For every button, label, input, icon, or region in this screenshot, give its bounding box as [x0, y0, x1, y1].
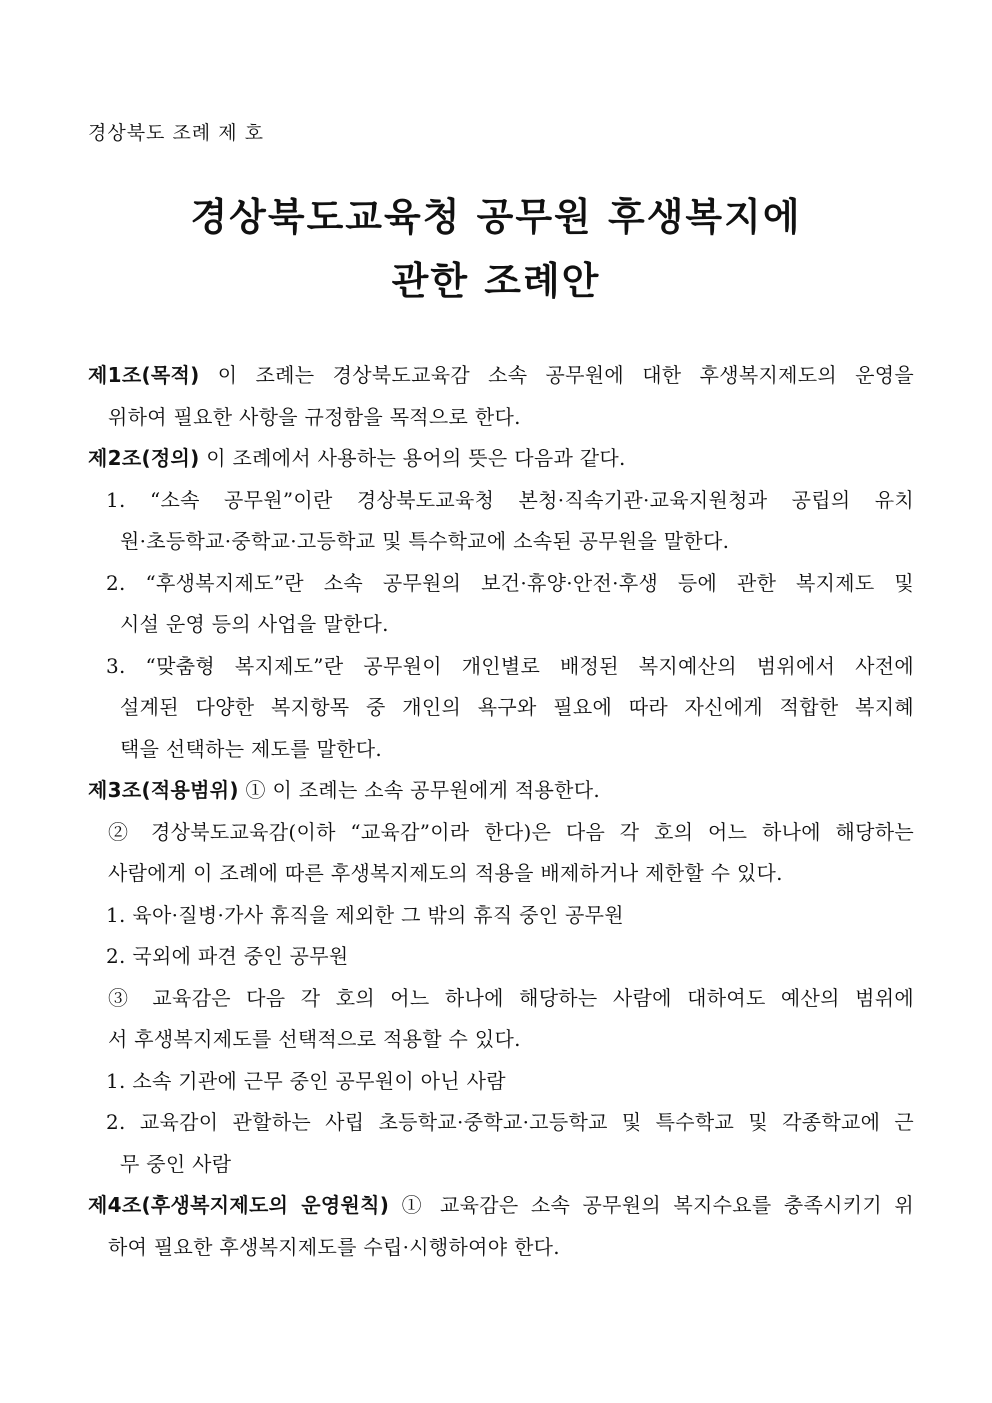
article-2-item-1-line-2: 원·초등학교·중학교·고등학교 및 특수학교에 소속된 공무원을 말한다. [120, 529, 730, 553]
article-3-para-3-line-2: 서 후생복지제도를 선택적으로 적용할 수 있다. [108, 1027, 521, 1051]
article-3-text: ① 이 조례는 소속 공무원에게 적용한다. [238, 778, 601, 802]
article-2-item-2-line-2: 시설 운영 등의 사업을 말한다. [120, 612, 389, 636]
article-3-line-1 [88, 770, 914, 812]
article-3-para-3-item-2-line-1: 2. 교육감이 관할하는 사립 초등학교·중학교·고등학교 및 특수학교 및 각종학교에 근 [106, 1110, 914, 1134]
article-2-heading: 제2조(정의) [88, 446, 200, 470]
article-2-line-1 [88, 438, 914, 480]
article-3-para-3-item-2-line-2: 무 중인 사람 [120, 1151, 232, 1176]
article-2-item-3-line-2: 설계된 다양한 복지항목 중 개인의 욕구와 필요에 따라 자신에게 적합한 복지혜 [120, 695, 914, 719]
article-3-para-2-line-1: ② 경상북도교육감(이하 “교육감”이라 한다)은 다음 각 호의 어느 하나에 해당하는 [108, 819, 914, 844]
article-3-heading: 제3조(적용범위) [88, 778, 239, 802]
document-title-line-1: 경상북도교육청 공무원 후생복지에 [190, 195, 802, 239]
article-4-text: ① 교육감은 소속 공무원의 복지수요를 충족시키기 위 [389, 1193, 915, 1217]
article-2-item-3-line-3: 택을 선택하는 제도를 말한다. [120, 736, 383, 761]
article-1-line-2: 위하여 필요한 사항을 규정함을 목적으로 한다. [108, 404, 521, 429]
article-4-line-2: 하여 필요한 후생복지제도를 수립·시행하여야 한다. [108, 1234, 560, 1259]
article-3-para-2-line-2: 사람에게 이 조례에 따른 후생복지제도의 적용을 배제하거나 제한할 수 있다. [108, 861, 783, 885]
article-2-item-3-line-1: 3. “맞춤형 복지제도”란 공무원이 개인별로 배정된 복지예산의 범위에서 사전에 [106, 653, 914, 678]
article-1-line-1 [88, 355, 914, 397]
article-1-text: 이 조례는 경상북도교육감 소속 공무원에 대한 후생복지제도의 운영을 [199, 363, 914, 387]
article-2-item-2-line-1: 2. “후생복지제도”란 소속 공무원의 보건·휴양·안전·후생 등에 관한 복지제도 및 [106, 570, 914, 595]
article-3-para-3-line-1: ③ 교육감은 다음 각 호의 어느 하나에 해당하는 사람에 대하여도 예산의 범위에 [108, 985, 914, 1010]
ordinance-number: 경상북도 조례 제 호 [88, 122, 264, 144]
document-title-line-2: 관한 조례안 [391, 259, 601, 303]
article-1-heading: 제1조(목적) [88, 363, 200, 387]
article-4-line-1 [88, 1185, 914, 1227]
document-body [88, 355, 914, 1268]
article-4-heading: 제4조(후생복지제도의 운영원칙) [88, 1193, 390, 1217]
article-3-para-3-item-1: 1. 소속 기관에 근무 중인 공무원이 아닌 사람 [106, 1068, 506, 1093]
article-3-para-2-item-2: 2. 국외에 파견 중인 공무원 [106, 944, 349, 968]
article-3-para-2-item-1: 1. 육아·질병·가사 휴직을 제외한 그 밖의 휴직 중인 공무원 [106, 902, 624, 927]
article-2-text: 이 조례에서 사용하는 용어의 뜻은 다음과 같다. [199, 446, 626, 470]
article-2-item-1-line-1: 1. “소속 공무원”이란 경상북도교육청 본청·직속기관·교육지원청과 공립의 유치 [106, 487, 914, 512]
